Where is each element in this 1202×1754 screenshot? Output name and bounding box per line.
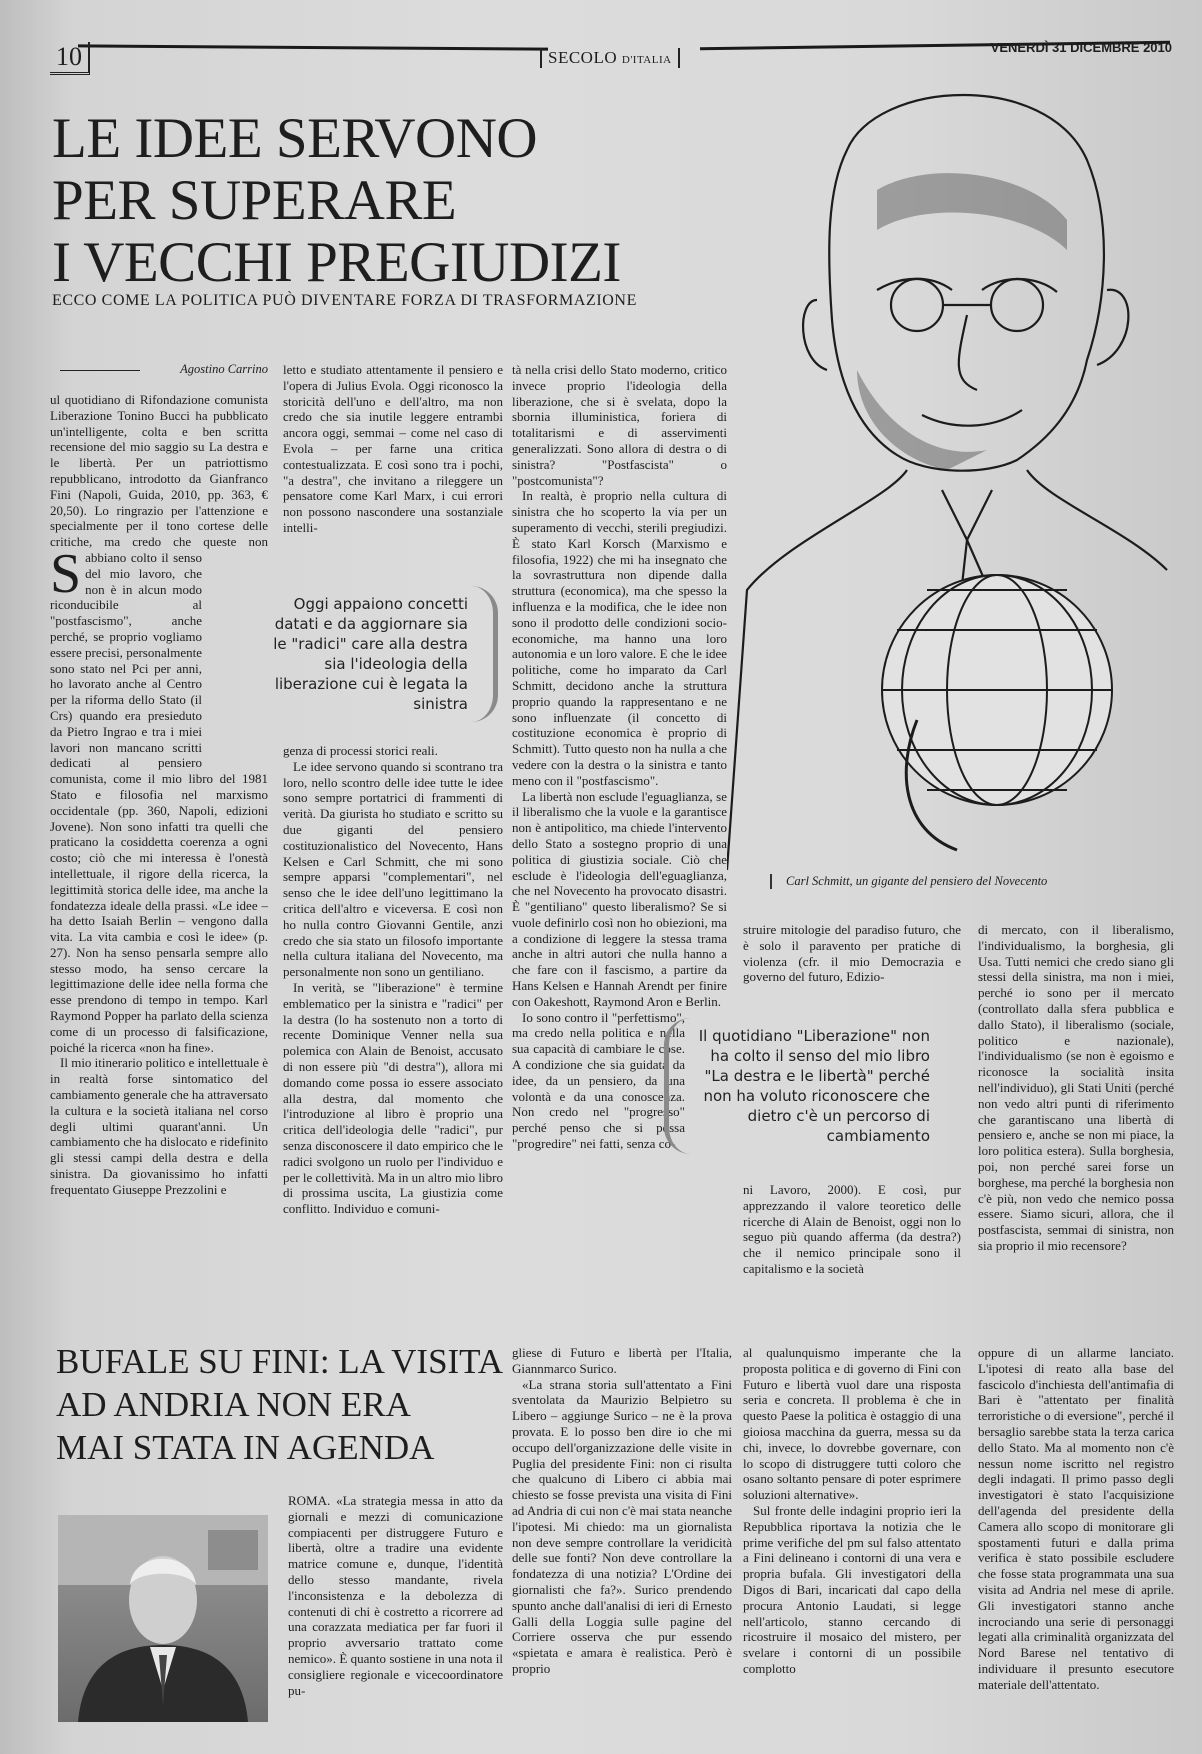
article-headline (52, 108, 732, 294)
second-article-column-2 (512, 1345, 732, 1677)
masthead-subtitle: D'ITALIA (621, 54, 672, 66)
second-article-column-3 (743, 1345, 961, 1677)
article-paragraph: struire mitologie del paradiso futuro, che è solo il paravento per pratiche di violenza (cfr. il mio Democrazia e governo del futuro, Edizio- (743, 922, 961, 985)
article-column-2-top (283, 362, 503, 536)
paragraph-text: ul quotidiano di Rifondazione comunista Liberazione Tonino Bucci ha pubblicato un'intelligente, colta e ben scritta recensione del mio saggio su La destra e le libertà. Per un patriottismo repubblicano, introdotto da Gianfranco Fini (Napoli, Guida, 2010, pp. 363, € 20,50). Lo ringrazio per l'attenzione e specialmente per il tono cortese delle critiche, ma credo che queste non abbiano colto il senso del mio lavoro, che non è in alcun modo riconducibile al "postfascismo", anche perché, se proprio vogliamo essere precisi, personalmente sono stato nel Pci per anni, ho lavorato anche al Centro per la riforma dello Stato (il Crs) quando era presieduto da Pietro Ingrao e tra i miei lavori non mancano scritti dedicati al pensiero comunista, come il mio libro del 1981 Stato e filosofia nel marxismo occidentale (pp. 360, Napoli, edizioni Jovene). Non sono infatti tra quelli che praticano la cosiddetta coerenza a ogni costo; ciò che mi interessa è l'onestà intellettuale, il rigore della ricerca, la legittimità storica delle idee, ma anche la fondatezza ideale della prassi. «Le idee – ha detto Isaiah Berlin – vengono dalla vita. La vita cambia e così le idee» (p. 27). Non ha senso pensarla sempre allo stesso modo, ha senso cercare la legittimazione delle idee nella forma che esse prendono di tempo in tempo. Karl Raymond Popper ha parlato della scienza come di un processo di falsificazione, poiché la ricerca «non ha fine». (50, 392, 268, 1055)
article-paragraph: «La strana storia sull'attentato a Fini sventolata da Maurizio Belpietro su Libero – aggiunge Surico – ne è la prova provata. E lo posso ben dire io che mi occupo dell'organizzazione delle visite in Puglia del presidente Fini: non ci risulta che qualcuno di Libero ci abbia mai chiesto se fosse prevista una visita di Fini ad Andria di cui non c'è mai stata neanche l'ipotesi. Mi chiedo: ma un giornalista non deve sempre controllare la veridicità delle sue fonti? Non deve controllare la fondatezza di una notizia? L'Ordine dei giornalisti che fa?». Surico prendendo spunto anche dall'analisi di ieri di Ernesto Galli della Loggia sulle pagine del Corriere osserva che pur essendo «spietata e amara è realistica. Però è proprio (512, 1376, 732, 1676)
article-paragraph: In verità, se "liberazione" è termine emblematico per la sinistra e "radici" per la destra (lo ha sostenuto non a torto di recente Dominique Venner nella sua polemica con Alain de Benoist, accusato di non essere più "di destra"), allora mi domando come possa io essere associato alla destra, dal momento che l'introduzione al libro è proprio una critica dell'ideologia delle "radici", pur senza disconoscere il dato empirico che le radici svolgono un ruolo per l'individuo e per le collettività. Ma in un altro mio libro di prossima uscita, La giustizia come conflitto. Individuo e comuni- (283, 979, 503, 1217)
article-paragraph: al qualunquismo imperante che la proposta politica e di governo di Fini con Futuro e libertà vuol dare una risposta seria e concreta. Il problema è che in questo Paese la politica è ostaggio di una gioiosa macchina da guerra, messa su da chi, invece, lo dovrebbe governare, con lo scopo di distruggere tutti coloro che osano soltanto pensare di poter esprimere soluzioni alternative». (743, 1345, 961, 1503)
pull-quote-text: Oggi appaiono concetti datati e da aggiornare sia le "radici" care alla destra sia l'ideologia della liberazione cui è legata la sinistra (273, 595, 468, 713)
headline-line: I VECCHI PREGIUDIZI (52, 231, 621, 294)
article-paragraph: Io sono contro il "perfettismo", ma credo nella politica e nella sua capacità di cambiare le cose. A condizione che sia guidata da idee, da un pensiero, da una volontà e da una conoscenza. Non credo nel "progresso" perché penso che si possa "progredire" nei fatti, senza co- (512, 1009, 685, 1152)
article-paragraph: Le idee servono quando si scontrano tra loro, nello scontro delle idee tutte le idee sono sempre portatrici di frammenti di verità. Da giurista ho studiato e scritto su due giganti del pensiero costituzionalistico del Novecento, Hans Kelsen e Carl Schmitt, che mi sono sempre apparsi "complementari", nel senso che le idee dell'uno legittimano la critica dell'altro e viceversa. E così non ho nulla contro Giovanni Gentile, anzi credo che sia stato un filosofo importante nella cultura italiana del Novecento, ma personalmente non sono un gentiliano. (283, 758, 503, 980)
article-subhead: ECCO COME LA POLITICA PUÒ DIVENTARE FORZA DI TRASFORMAZIONE (52, 292, 637, 309)
pull-quote-text: Il quotidiano "Liberazione" non ha colto il senso del mio libro "La destra e le libertà" perché non ha voluto riconoscere che dietro c'è un percorso di cambiamento (698, 1027, 930, 1145)
masthead-title: SECOLO (548, 48, 618, 67)
pull-quote-2 (690, 1026, 930, 1146)
article-paragraph: ni Lavoro, 2000). E così, pur apprezzando il valore teoretico delle ricerche di Alain de Benoist, oggi non lo seguo più quando afferma (da destra?) che il nemico principale sono il capitalismo e la società (743, 1182, 961, 1276)
article-column-4-bottom (743, 1182, 961, 1277)
masthead (540, 48, 680, 68)
article-paragraph: letto e studiato attentamente il pensiero e l'opera di Julius Evola. Oggi riconosco la storicità dell'uno e dell'altro, ma non credo che sia inutile leggere entrambi ancora oggi, semmai – come nel caso di Evola – per farne una critica contestualizzata. E così sono tra i pochi, "a destra", che invitano a rileggere un pensatore come Karl Marx, i cui errori non possono nascondere una sostanziale intelli- (283, 362, 503, 535)
man-portrait-icon (58, 1515, 268, 1722)
article-paragraph: gliese di Futuro e libertà per l'Italia, Giannmarco Surico. (512, 1345, 732, 1376)
article-paragraph: oppure di un allarme lanciato. L'ipotesi di reato alla base del fascicolo d'inchiesta dell'antimafia di Bari è "attentato per finalità terroristiche o di eversione", perché il bersaglio sarebbe stata la terza carica dello Stato. Ma al momento non c'è nessun nome iscritto nel registro degli indagati. Il primo passo degli investigatori è stato l'acquisizione dell'agenda del presidente della Camera allo scopo di monitorare gli spostamenti futuri e dalla prima verifica è stato possibile escludere che fosse stata programmata una sua visita ad Andria nel mese di aprile. Gli investigatori stanno anche incrociando una serie di personaggi legati alla criminalità organizzata del Nord Barese nel tentativo di individuare il presunto esecutore materiale dell'attentato. (978, 1345, 1174, 1692)
portrait-photo (58, 1515, 268, 1722)
illustration-caption: Carl Schmitt, un gigante del pensiero del Novecento (770, 874, 1047, 889)
second-article-headline (56, 1340, 516, 1469)
article-paragraph: di mercato, con il liberalismo, l'individualismo, la borghesia, gli Usa. Tutti nemici che credo siano gli stessi della sinistra, ma non i miei, perché io sono per il mercato (controllato dalla sfera pubblica e dallo Stato), il liberalismo (sociale, politico e nazionale), l'individualismo (se non è egoismo e riconosce la socialità insita nell'individuo), gli Stati Uniti (perché non vedo altri punti di riferimento che garantiscano una libertà di pensiero e, anche se non mi piace, la loro politica estera). Sulla borghesia, poi, non perché sarei forse un borghese, ma perché la borghesia non c'è più, non vedo che nemico possa essere. Siamo sicuri, allora, che il postfascista, semmai di sinistra, non sia proprio il mio recensore? (978, 922, 1174, 1253)
article-paragraph: tà nella crisi dello Stato moderno, critico invece proprio l'ideologia della liberazione, che si è svelata, dopo la sbornia illuministica, foriera di totalitarismi e di asservimenti generalizzati. Sono allora di destra o di sinistra? "Postfascista" o "postcomunista"? (512, 362, 727, 488)
article-paragraph: Il mio itinerario politico e intellettuale è in realtà forse sintomatico del cambiamento generale che ha attraversato la cultura e la società italiana nel corso degli ultimi quarant'anni. Un cambiamento che ha dislocato e ridefinito gli stessi campi della destra e della sinistra. Da giovanissimo ho infatti frequentato Giuseppe Prezzolini e (50, 1055, 268, 1197)
pull-quote-bracket (471, 586, 498, 722)
article-paragraph: Sul fronte delle indagini proprio ieri la Repubblica riportava la notizia che le prime verifiche del pm sul falso attentato a Fini delineano i contorni di una vera e propria bufala. Gli investigatori della Digos di Bari, incaricati dal capo della procura Antonio Laudati, si legge nell'articolo, stanno cercando di ricostruire il mosaico del mistero, per svelare i contorni di un possibile complotto (743, 1502, 961, 1676)
headline-line: BUFALE SU FINI: LA VISITA (56, 1342, 504, 1381)
article-column-5 (978, 922, 1174, 1254)
article-paragraph: La libertà non esclude l'eguaglianza, se il liberalismo che la vuole e la garantisce non è antipolitico, ma chiede l'intervento dello Stato a sostegno proprio di una politica di giustizia sociale. Ciò che esclude è l'ideologia dell'eguaglianza, che nel Novecento ha provocato disastri. È "gentiliano" questo liberalismo? Se si vuole definirlo così non ho obiezioni, ma a condizione di leggere la stessa trama anche in altri autori che nulla hanno a che fare con il fascismo, a partire da Hans Kelsen e Hannah Arendt per finire con Oakeshott, Raymond Aron e Berlin. (512, 788, 727, 1009)
carl-schmitt-illustration (727, 70, 1177, 870)
second-article-column-4 (978, 1345, 1174, 1693)
article-paragraph: In realtà, è proprio nella cultura di sinistra che ho scoperto la via per un superamento di vecchi, sterili pregiudizi. È stato Karl Korsch (Marxismo e filosofia, 1922) che mi ha insegnato che la sovrastruttura non dipende dalla struttura (economica), ma che spesso la influenza e la modifica, che le idee non sono il prodotto delle condizioni socio-economiche, ma hanno una loro autonomia e un loro valore. E che le idee politiche, come ho imparato da Carl Schmitt, decidono anche la struttura proprio quando la rappresentano e ne sono influenzate (il concetto di costituzione economica è proprio di Schmitt). Tutto questo non ha nulla a che vedere con la destra o la sinistra e tanto meno con il "postfascismo". (512, 488, 727, 788)
pull-quote-1 (272, 594, 468, 714)
drop-cap: S (50, 543, 82, 605)
article-paragraph: genza di processi storici reali. (283, 743, 438, 758)
header-rule-left (78, 44, 548, 50)
article-paragraph: ROMA. «La strategia messa in atto da giornali e mezzi di comunicazione compiacenti per distruggere Futuro e libertà, oltre a tradire una evidente matrice comune e, dunque, l'identità dello stesso mandante, rivela l'inconsistenza e la debolezza di contenuti di chi è costretto a ricorrere ad una corazzata mediatica per far fuori il proprio avversario trattato come nemico». È quanto sostiene in una nota il consigliere regionale e vicecoordinatore pu- (288, 1493, 503, 1698)
pull-quote-bracket (664, 1018, 691, 1154)
article-column-4-top (743, 922, 961, 985)
headline-line: MAI STATA IN AGENDA (56, 1428, 435, 1467)
article-column-2-bottom (283, 743, 503, 1217)
headline-line: LE IDEE SERVONO (52, 107, 538, 170)
article-column-1 (50, 392, 268, 1282)
issue-date: VENERDÌ 31 DICEMBRE 2010 (990, 40, 1172, 55)
page-number: 10 (50, 42, 90, 75)
byline: Agostino Carrino (60, 362, 268, 377)
headline-line: PER SUPERARE (52, 169, 457, 232)
headline-line: AD ANDRIA NON ERA (56, 1385, 411, 1424)
second-article-column-1 (288, 1493, 503, 1698)
